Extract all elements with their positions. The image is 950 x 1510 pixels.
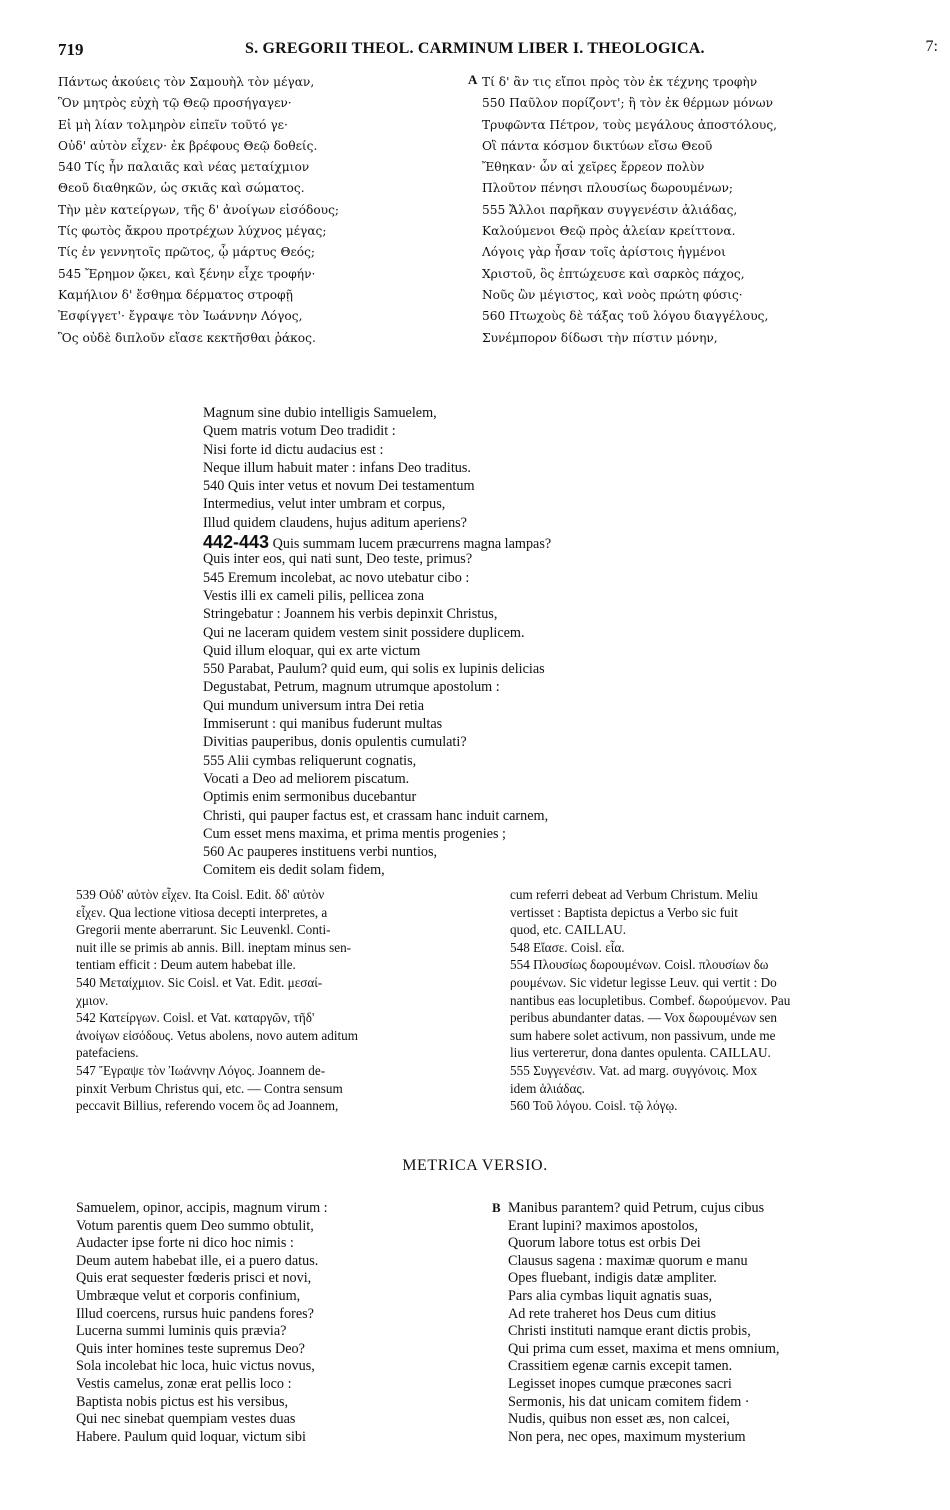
footnotes-right-column [510,886,916,1115]
greek-verse-line: Τίς φωτὸς ἄκρου προτρέχων λύχνος μέγας; [58,224,327,239]
metrica-verse-line: Votum parentis quem Deo summo obtulit, [76,1217,314,1234]
metrica-verse-line: Sermonis, his dat unicam comitem fidem · [508,1393,750,1410]
footnote-line: peribus abundanter datas. — Vox δωρουμένων sen [510,1010,777,1026]
greek-text-left-column [58,72,468,349]
metrica-verse-line: Vestis camelus, zonæ erat pellis loco : [76,1375,292,1392]
footnotes-left-column [76,886,488,1115]
greek-verse-line: Συνέμπορον δίδωσι τὴν πίστιν μόνην, [482,330,718,345]
greek-verse-line: 555 Ἄλλοι παρῆκαν συγγενέσιν ἁλιάδας, [482,202,738,217]
latin-line: Vestis illi ex cameli pilis, pellicea zona [203,587,425,604]
footnote-line: 560 Τοῦ λόγου. Coisl. τῷ λόγῳ. [510,1098,678,1114]
latin-line: Quid illum eloquar, qui ex arte victum [203,642,421,659]
latin-line: Divitias pauperibus, donis opulentis cumulati? [203,734,467,751]
metrica-verse-line: Legisset inopes cumque præcones sacri [508,1375,732,1392]
latin-line: Stringebatur : Joannem his verbis depinxit Christus, [203,606,498,623]
footnote-line: lius vertereтur, dona dantes opulenta. CAILLAU. [510,1045,771,1061]
greek-verse-line: Λόγοις γὰρ ἦσαν τοῖς ἀρίστοις ἡγμένοι [482,245,726,260]
footnote-line: 540 Μεταίχμιον. Sic Coisl. et Vat. Edit. μεσαί- [76,974,323,990]
corner-mark: 7: [925,38,938,55]
metrica-verse-line: Nudis, quibus non esset æs, non calcei, [508,1411,730,1428]
metrica-verse-line: Clausus sagena : maximæ quorum e manu [508,1252,748,1269]
latin-line: Qui mundum universum intra Dei retia [203,697,425,714]
greek-text-right-column [468,72,912,349]
metrica-verse-line: Deum autem habebat ille, ei a puero datus. [76,1252,319,1269]
metrica-verse-line: Ad rete traheret hos Deus cum ditius [508,1305,717,1322]
metrica-verse-line: Baptista nobis pictus est his versibus, [76,1393,289,1410]
section-heading: METRICA VERSIO. [402,1157,548,1174]
latin-translation [203,404,723,880]
greek-verse-line: Ὃς οὐδὲ διπλοῦν εἴασε κεκτῆσθαι ῥάκος. [58,330,316,345]
latin-line: 540 Quis inter vetus et novum Dei testamentum [203,478,475,495]
greek-verse-line: 550 Παῦλον πορίζοντ'; ἢ τὸν ἐκ θέρμων μόνων [482,96,774,111]
greek-verse-line: Ἔθηκαν· ὧν αἱ χεῖρες ἔρρεον πολὺν [482,160,705,175]
footnote-line: nuit ille se primis ab annis. Bill. ineptam minus sen- [76,939,352,955]
column-marker-b: B [492,1200,501,1215]
latin-line: Quis inter eos, qui nati sunt, Deo teste, primus? [203,551,473,568]
metrica-verse-line: Quis inter homines teste supremus Deo? [76,1340,305,1357]
footnote-line: 555 Συγγενέσιν. Vat. ad marg. συγγόνοις. Mox [510,1062,758,1078]
column-number: 442-443 [203,532,270,553]
footnote-line: patefaciens. [76,1045,139,1061]
metrica-verse-line: Lucerna summi luminis quis prævia? [76,1323,287,1340]
metrica-verse-line: Umbræque velut et corporis confinium, [76,1287,301,1304]
footnote-line: εἶχεν. Qua lectione vitiosa decepti interpretes, a [76,904,328,920]
metrica-verse-line: Opes fluebant, indigis datæ ampliter. [508,1270,717,1287]
metrica-verse-line: Manibus parantem? quid Petrum, cujus cibus [508,1200,765,1216]
metrica-versio-left-column [76,1200,496,1446]
latin-line: Immiserunt : qui manibus fuderunt multas [203,716,443,733]
metrica-verse-line: Qui nec sinebat quempiam vestes duas [76,1411,296,1428]
greek-verse-line: Τί δ' ἂν τις εἴποι πρὸς τὸν ἐκ τέχνης τροφὴν [482,75,758,89]
latin-line: Neque illum habuit mater : infans Deo traditus. [203,459,471,476]
latin-line: 550 Parabat, Paulum? quid eum, qui solis ex lupinis delicias [203,661,545,678]
greek-verse-line: Καλούμενοι Θεῷ πρὸς ἁλείαν κρείττονα. [482,224,736,239]
latin-line-with-column-number [203,532,723,553]
greek-verse-line: Τίς ἐν γεννητοῖς πρῶτος, ᾧ μάρτυς Θεός; [58,245,316,260]
metrica-verse-line: Erant lupini? maximos apostolos, [508,1217,698,1234]
running-title: S. GREGORII THEOL. CARMINUM LIBER I. THEOLOGICA. [245,40,705,57]
metrica-verse-line: Illud coercens, rursus huic pandens fores? [76,1305,314,1322]
footnote-line: nantibus eas locupletibus. Combef. δωρούμενον. Pau [510,992,791,1008]
latin-line: Magnum sine dubio intelligis Samuelem, [203,405,437,421]
greek-verse-line: Ἐσφίγγετ'· ἔγραψε τὸν Ἰωάννην Λόγος, [58,309,303,324]
footnote-line: 539 Οὐδ' αὐτὸν εἶχεν. Ita Coisl. Edit. δδ' αὐτὸν [76,887,325,902]
footnote-line: vertisset : Baptista depictus a Verbo sic fuit [510,904,738,920]
footnote-line: cum referri debeat ad Verbum Christum. Meliu [510,887,758,902]
page-header [0,40,950,66]
latin-line: Christi, qui pauper factus est, et crassam hanc induit carnem, [203,807,549,824]
latin-line: Cum esset mens maxima, et prima mentis progenies ; [203,825,507,842]
footnote-line: 548 Εἴασε. Coisl. εἶα. [510,939,625,955]
metrica-verse-line: Qui prima cum esset, maxima et mens omnium, [508,1340,780,1357]
latin-line: Vocati a Deo ad meliorem piscatum. [203,770,410,787]
footnote-line: ρουμένων. Sic videtur legisse Leuv. qui vertit : Do [510,974,777,990]
greek-verse-line: Εἰ μὴ λίαν τολμηρὸν εἰπεῖν τοῦτό γε· [58,117,288,132]
latin-line: Qui ne laceram quidem vestem sinit possidere duplicem. [203,624,525,641]
metrica-verse-line: Samuelem, opinor, accipis, magnum virum : [76,1200,328,1216]
metrica-verse-line: Christi instituti namque erant dictis probis, [508,1323,751,1340]
column-marker-a: A [468,72,478,87]
footnote-line: Gregorii mente aberrarunt. Sic Leuvenkl. Conti- [76,922,331,938]
metrica-verse-line: Sola incolebat hic loca, huic victus novus, [76,1358,315,1375]
metrica-versio-right-column [492,1200,918,1446]
greek-verse-line: 545 Ἔρημον ᾤκει, καὶ ξένην εἶχε τροφήν· [58,266,316,281]
metrica-verse-line: Quis erat sequester fœderis prisci et novi, [76,1270,312,1287]
footnote-line: 547 Ἔγραψε τὸν Ἰωάννην Λόγος. Joannem de- [76,1062,326,1078]
latin-line: Quis summam lucem præcurrens magna lampas? [272,536,552,553]
metrica-verse-line: Audacter ipse forte ni dico hoc nimis : [76,1235,294,1252]
greek-verse-line: Τὴν μὲν κατείργων, τῆς δ' ἀνοίγων εἰσόδους; [58,202,340,217]
footnote-line: quod, etc. CAILLAU. [510,922,627,938]
greek-verse-line: 540 Τίς ἦν παλαιᾶς καὶ νέας μεταίχμιον [58,160,310,175]
greek-verse-line: Πλοῦτον πένησι πλουσίως δωρουμένων; [482,181,733,196]
latin-line: 545 Eremum incolebat, ac novo utebatur cibo : [203,569,470,586]
greek-verse-line: Νοῦς ὢν μέγιστος, καὶ νοὸς πρώτη φύσις· [482,287,743,302]
greek-verse-line: 560 Πτωχοὺς δὲ τάξας τοῦ λόγου διαγγέλους, [482,309,769,324]
footnote-line: 542 Κατείργων. Coisl. et Vat. καταργῶν, τῆδ' [76,1010,315,1026]
latin-line: Illud quidem claudens, hujus aditum aperiens? [203,514,467,531]
footnote-line: tentiam efficit : Deum autem habebat ille. [76,957,296,973]
metrica-verse-line: Non pera, nec opes, maximum mysterium [508,1428,746,1445]
footnote-line: pinxit Verbum Christus qui, etc. — Contra sensum [76,1080,343,1096]
greek-verse-line: Θεοῦ διαθηκῶν, ὡς σκιᾶς καὶ σώματος. [58,181,305,196]
metrica-verse-line: Habere. Paulum quid loquar, victum sibi [76,1428,306,1445]
footnote-line: peccavit Billius, referendo vocem ὃς ad Joannem, [76,1098,339,1114]
latin-line: 560 Ac pauperes instituens verbi nuntios, [203,844,438,861]
latin-line: Degustabat, Petrum, magnum utrumque apostolum : [203,679,500,696]
footnote-line: idem ἁλιάδας. [510,1080,585,1096]
greek-verse-line: Χριστοῦ, ὃς ἐπτώχευσε καὶ σαρκὸς πάχος, [482,266,745,281]
latin-line: Comitem eis dedit solam fidem, [203,862,385,879]
greek-verse-line: Πάντως ἀκούεις τὸν Σαμουὴλ τὸν μέγαν, [58,75,315,89]
metrica-verse-line: Quorum labore totus est orbis Dei [508,1235,701,1252]
latin-line: Optimis enim sermonibus ducebantur [203,789,417,806]
latin-line: 555 Alii cymbas reliquerunt cognatis, [203,752,417,769]
latin-line: Intermedius, velut inter umbram et corpus, [203,496,446,513]
greek-verse-line: Οἳ πάντα κόσμον δικτύων εἴσω Θεοῦ [482,138,713,153]
metrica-verse-line: Pars alia cymbas liquit agnatis suas, [508,1287,713,1304]
latin-line: Quem matris votum Deo tradidit : [203,423,396,440]
greek-verse-line: Τρυφῶντα Πέτρον, τοὺς μεγάλους ἀποστόλους, [482,117,778,132]
greek-verse-line: Καμήλιον δ' ἔσθημα δέρματος στροφῇ [58,287,293,302]
footnote-line: ἀνοίγων εἰσόδους. Vetus abolens, novo autem aditum [76,1027,359,1043]
page-number: 719 [58,40,84,59]
footnote-line: 554 Πλουσίως δωρουμένων. Coisl. πλουσίων δω [510,957,769,973]
footnote-line: sum habere solet activum, non passivum, unde me [510,1027,776,1043]
footnote-line: χμιον. [76,992,109,1008]
metrica-verse-line: Crassitiem egenæ carnis excepit tamen. [508,1358,733,1375]
greek-verse-line: Οὐδ' αὐτὸν εἶχεν· ἐκ βρέφους Θεῷ δοθείς. [58,138,318,153]
greek-verse-line: Ὃν μητρὸς εὐχὴ τῷ Θεῷ προσήγαγεν· [58,96,292,111]
latin-line: Nisi forte id dictu audacius est : [203,441,384,458]
